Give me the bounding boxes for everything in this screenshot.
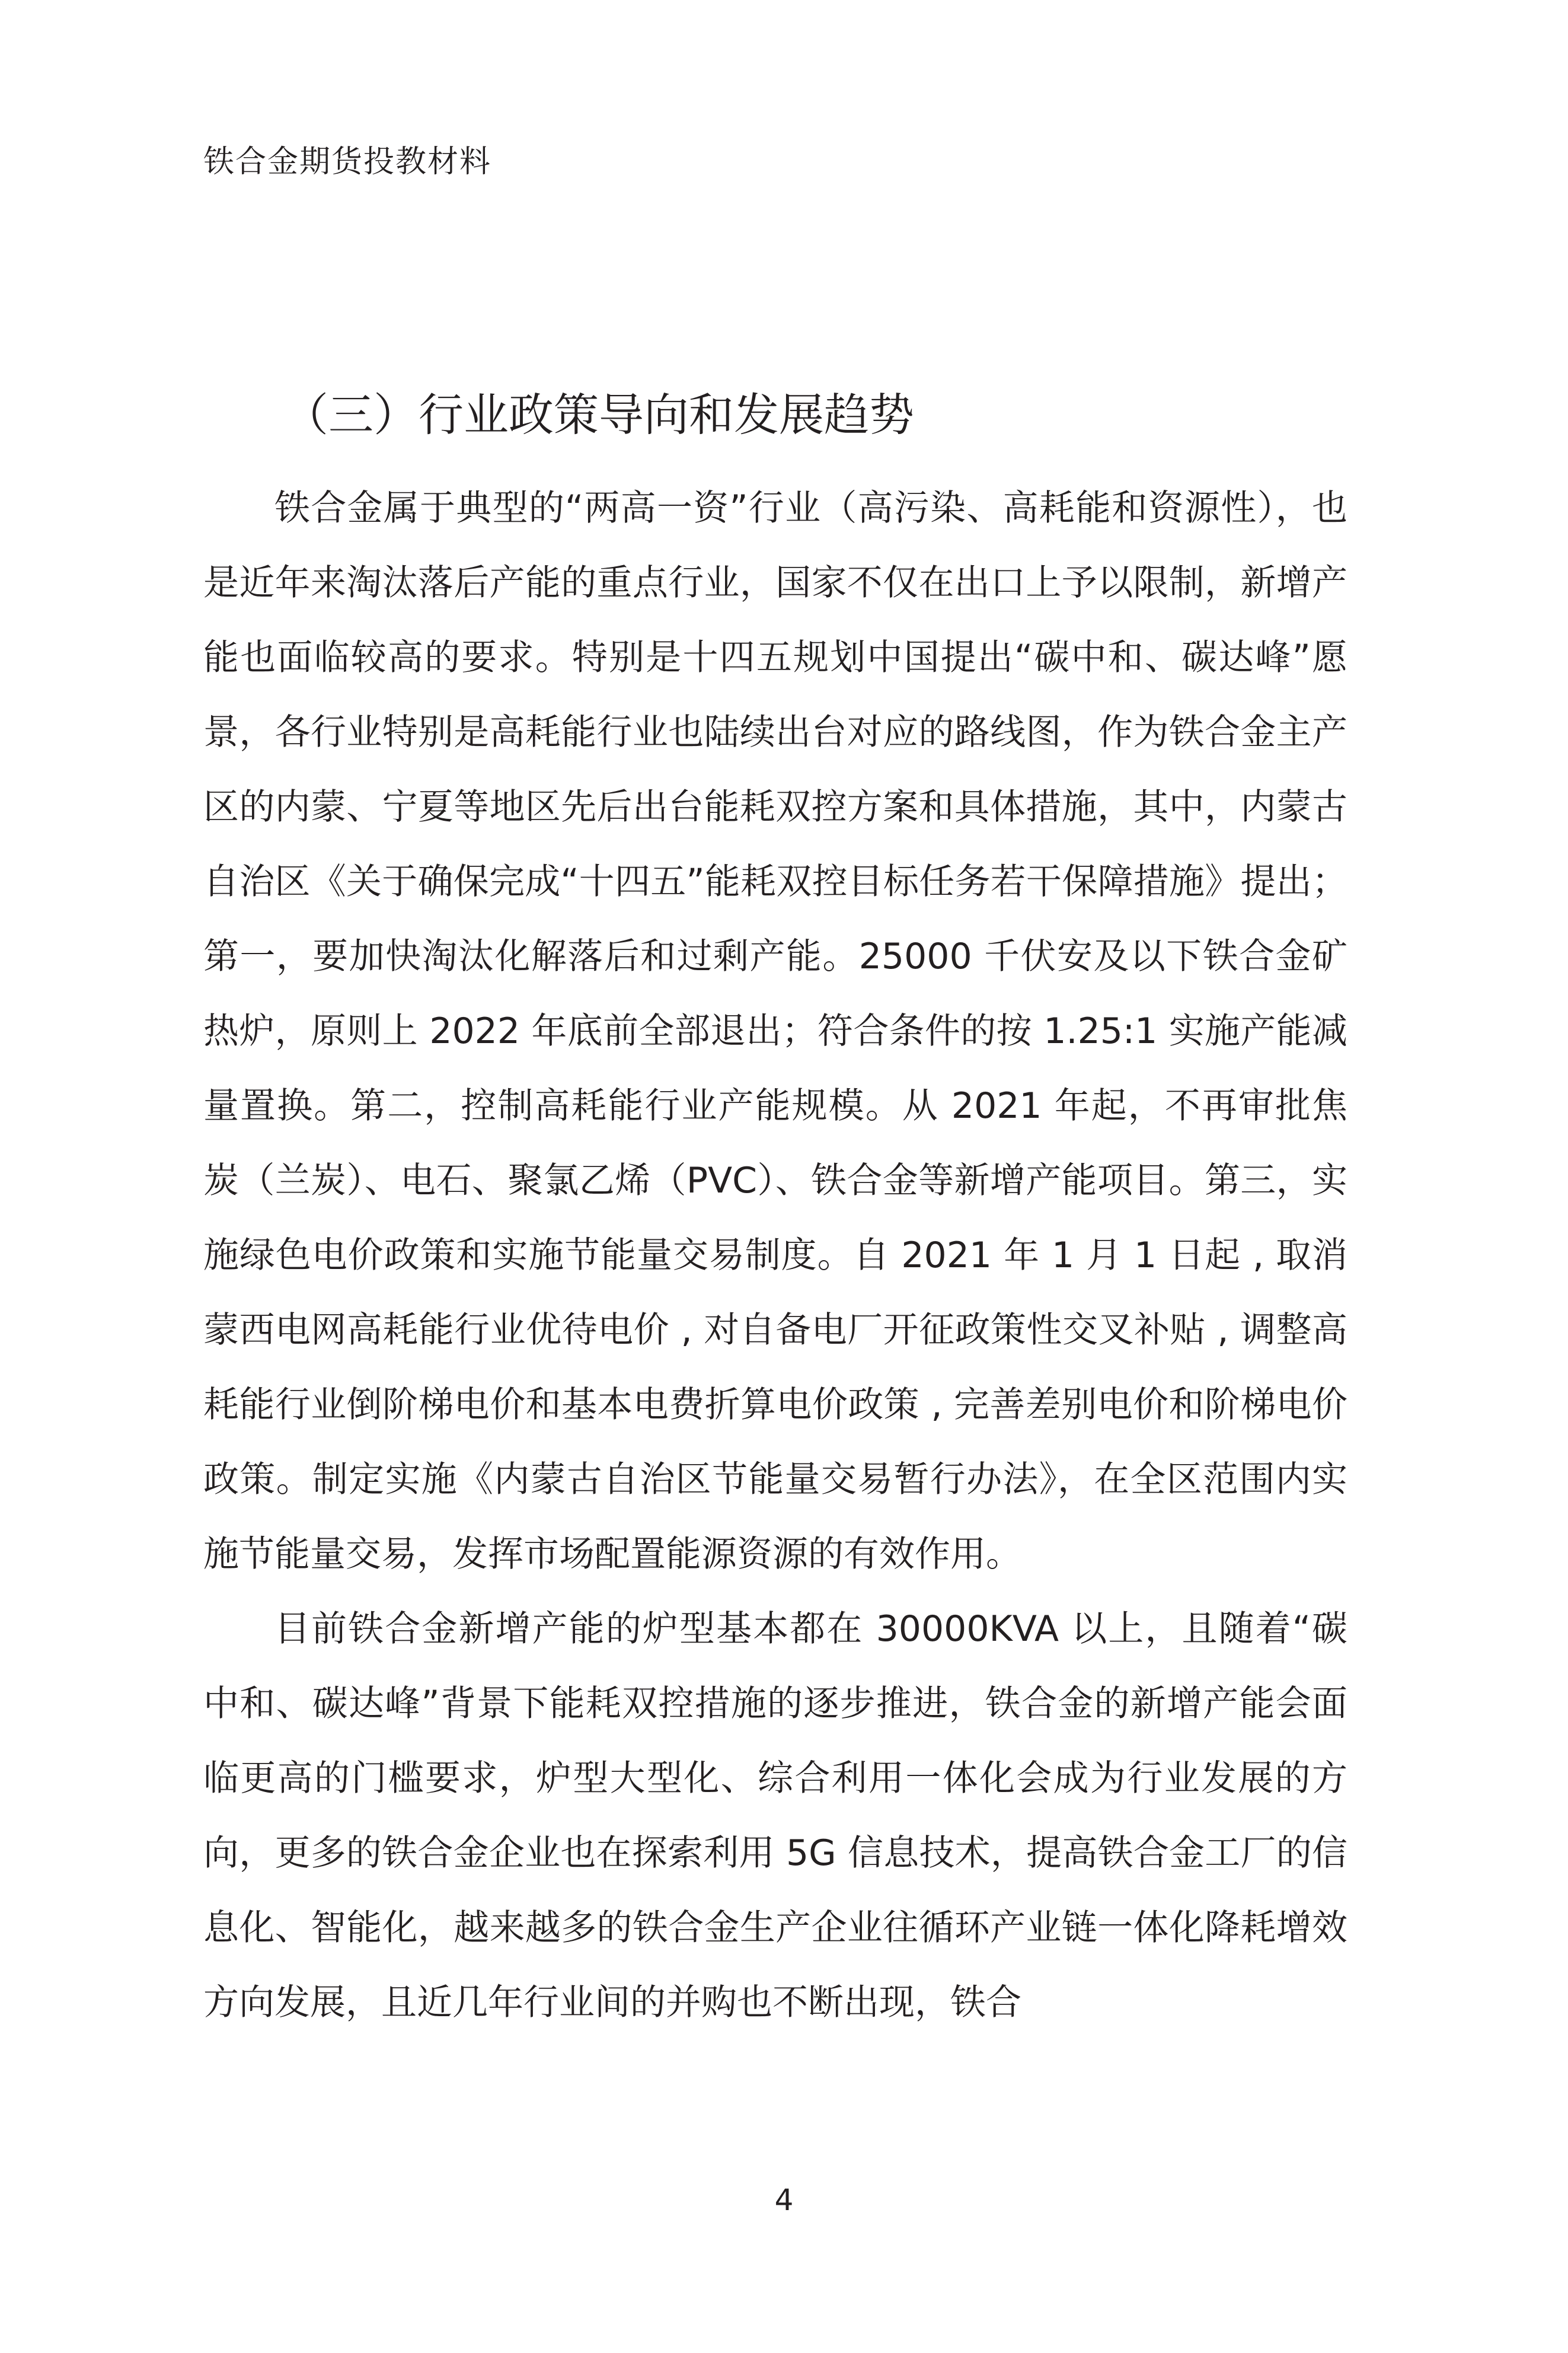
paragraph-trend: 目前铁合金新增产能的炉型基本都在 30000KVA 以上，且随着“碳中和、碳达峰”背景下能耗双控措施的逐步推进，铁合金的新增产能会面临更高的门槛要求，炉型大型化、综合利用一体化会成为行业发展的方向，更多的铁合金企业也在探索利用 5G 信息技术，提高铁合金工厂的信息化、智能化，越来越多的铁合金生产企业往循环产业链一体化降耗增效方向发展，且近几年行业间的并购也不断出现，铁合 (203, 1608, 1347, 2023)
paragraph-policy: 铁合金属于典型的“两高一资”行业（高污染、高耗能和资源性），也是近年来淘汰落后产能的重点行业，国家不仅在出口上予以限制，新增产能也面临较高的要求。特别是十四五规划中国提出“碳中和、碳达峰”愿景，各行业特别是高耗能行业也陆续出台对应的路线图，作为铁合金主产区的内蒙、宁夏等地区先后出台能耗双控方案和具体措施，其中，内蒙古自治区《关于确保完成“十四五”能耗双控目标任务若干保障措施》提出；第一，要加快淘汰化解落后和过剩产能。25000 千伏安及以下铁合金矿热炉，原则上 2022 年底前全部退出；符合条件的按 1.25:1 实施产能减量置换。第二，控制高耗能行业产能规模。从 2021 年起，不再审批焦炭（兰炭）、电石、聚氯乙烯（PVC）、铁合金等新增产能项目。第三，实施绿色电价政策和实施节能量交易制度。自 2021 年 1 月 1 日起 , 取消蒙西电网高耗能行业优待电价 , 对自备电厂开征政策性交叉补贴 , 调整高耗能行业倒阶梯电价和基本电费折算电价政策 , 完善差别电价和阶梯电价政策。制定实施《内蒙古自治区节能量交易暂行办法》，在全区范围内实施节能量交易，发挥市场配置能源资源的有效作用。 (203, 487, 1347, 1575)
body-text (203, 471, 1347, 2040)
running-header: 铁合金期货投教材料 (203, 144, 492, 180)
section-heading: （三）行业政策导向和发展趋势 (283, 388, 914, 441)
page-number: 4 (774, 2183, 794, 2217)
